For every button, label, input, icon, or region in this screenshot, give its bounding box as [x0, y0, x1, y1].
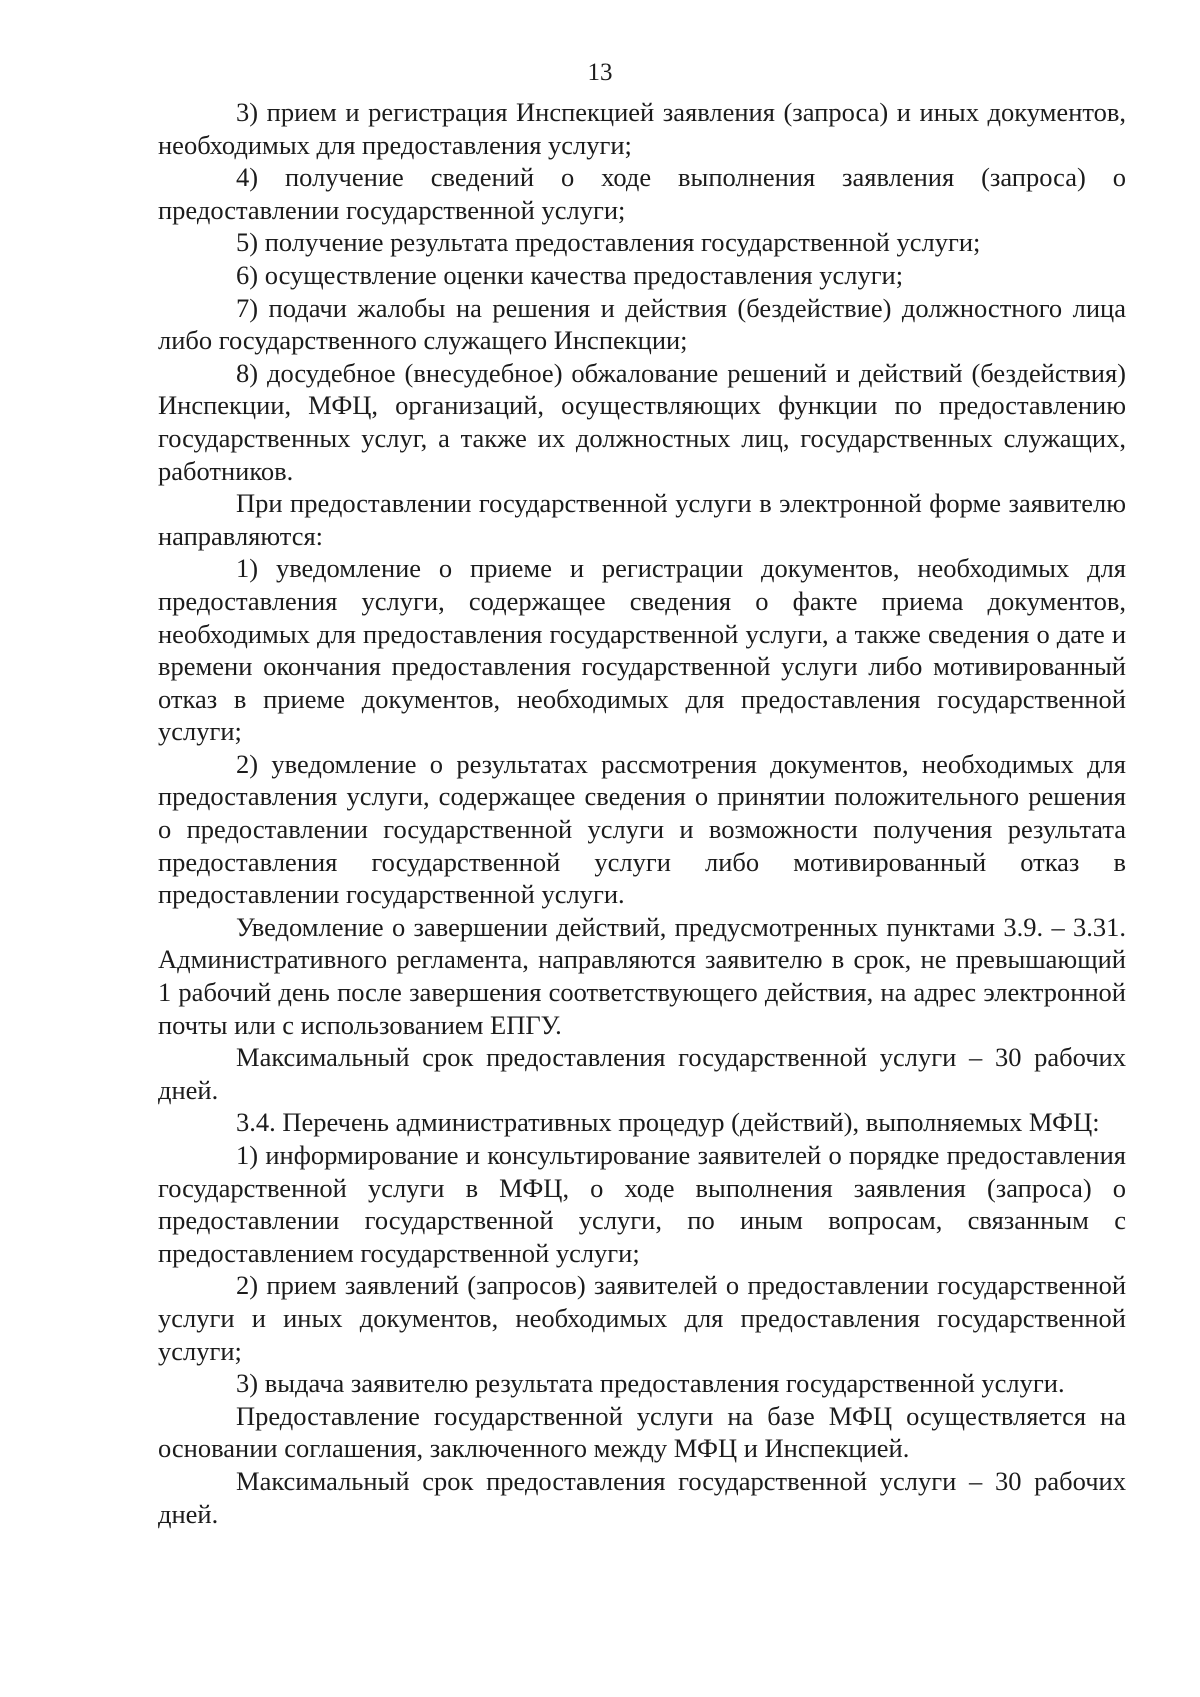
section-heading: 3.4. Перечень административных процедур (действий), выполняемых МФЦ: [236, 1107, 1100, 1138]
list-item: 8) досудебное (внесудебное) обжалование решений и действий (бездействия) Инспекции, МФЦ, организаций, осуществляющих функции по предоставлению государственных услуг, а также их должностных лиц, государственных служащих, работников. [158, 357, 1126, 486]
list-item: 6) осуществление оценки качества предоставления услуги; [236, 259, 904, 290]
list-item: 3) прием и регистрация Инспекцией заявления (запроса) и иных документов, необходимых для предоставления услуги; [158, 97, 1126, 160]
paragraph: Максимальный срок предоставления государственной услуги – 30 рабочих дней. [158, 1465, 1126, 1529]
list-item: 1) информирование и консультирование заявителей о порядке предоставления государственной услуги в МФЦ, о ходе выполнения заявления (запроса) о предоставлении государственной услуги, по иным вопросам, связанным с предоставлением государственной услуги; [158, 1140, 1126, 1268]
list-item: 5) получение результата предоставления государственной услуги; [236, 227, 981, 258]
page-number: 13 [587, 59, 613, 86]
document-body [158, 96, 1126, 1530]
paragraph: Предоставление государственной услуги на базе МФЦ осуществляется на основании соглашения, заключенного между МФЦ и Инспекцией. [158, 1400, 1126, 1464]
paragraph: Максимальный срок предоставления государственной услуги – 30 рабочих дней. [158, 1042, 1126, 1105]
list-item: 4) получение сведений о ходе выполнения заявления (запроса) о предоставлении государственной услуги; [158, 162, 1126, 225]
list-item: 7) подачи жалобы на решения и действия (бездействие) должностного лица либо государственного служащего Инспекции; [158, 292, 1126, 356]
list-item: 2) уведомление о результатах рассмотрения документов, необходимых для предоставления услуги, содержащее сведения о принятии положительного решения о предоставлении государственной услуги и возможности получения результата предоставления государственной услуги либо мотивированный отказ в предоставлении государственной услуги. [158, 748, 1126, 910]
list-item: 2) прием заявлений (запросов) заявителей о предоставлении государственной услуги и иных документов, необходимых для предоставления государственной услуги; [158, 1270, 1126, 1366]
paragraph: Уведомление о завершении действий, предусмотренных пунктами 3.9. – 3.31. Административного регламента, направляются заявителю в срок, не превышающий 1 рабочий день после завершения соответствующего действия, на адрес электронной почты или с использованием ЕПГУ. [158, 911, 1126, 1040]
paragraph: При предоставлении государственной услуги в электронной форме заявителю направляются: [158, 488, 1126, 551]
list-item: 3) выдача заявителю результата предоставления государственной услуги. [236, 1368, 1065, 1399]
list-item: 1) уведомление о приеме и регистрации документов, необходимых для предоставления услуги, содержащее сведения о факте приема документов, необходимых для предоставления государственной услуги, а также сведения о дате и времени окончания предоставления государственной услуги либо мотивированный отказ в приеме документов, необходимых для предоставления государственной услуги; [158, 553, 1126, 747]
